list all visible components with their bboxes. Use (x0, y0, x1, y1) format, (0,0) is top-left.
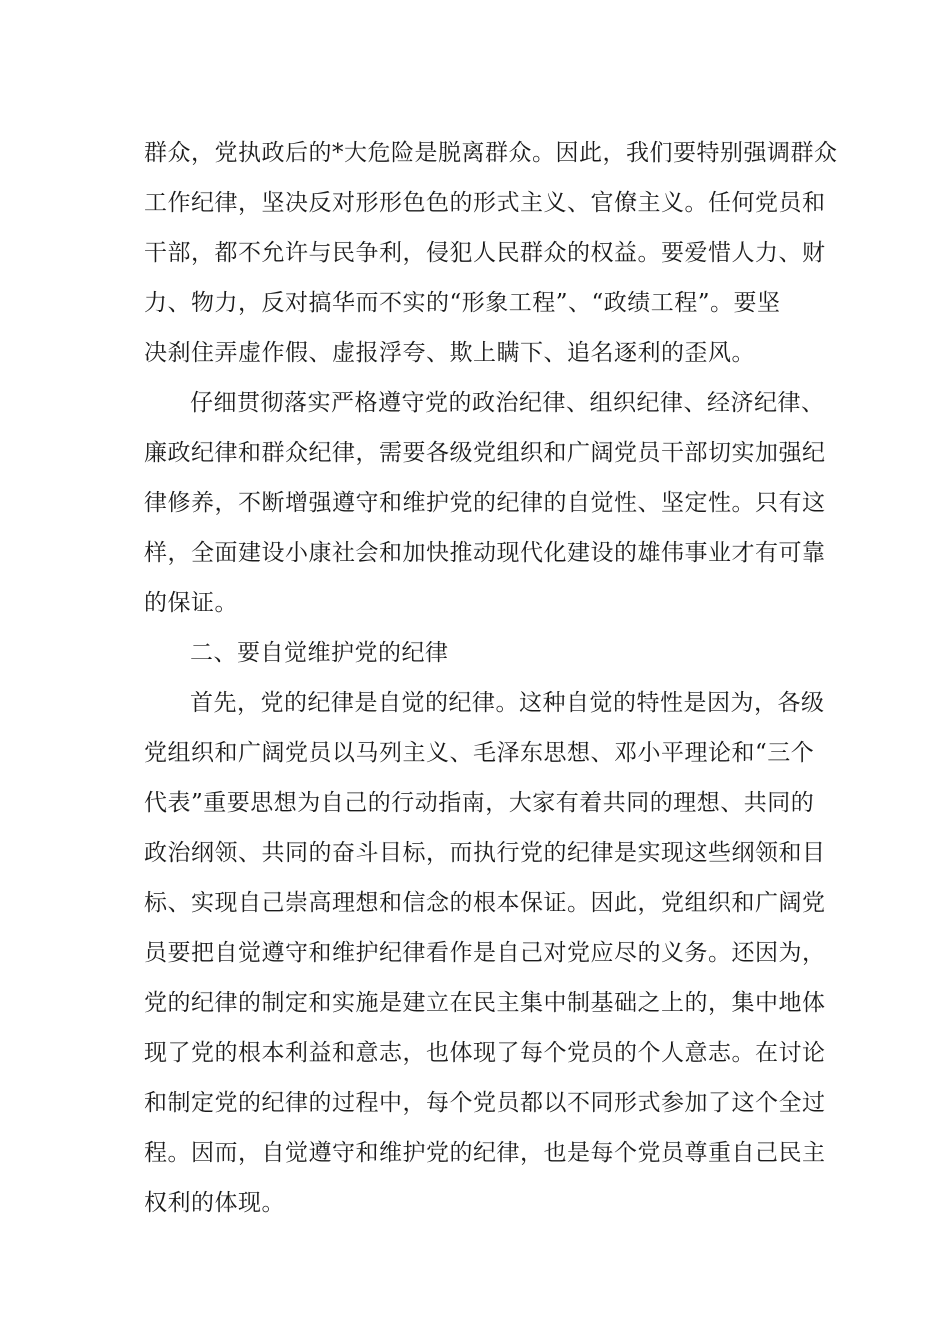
text-line: 程。因而，自觉遵守和维护党的纪律，也是每个党员尊重自己民主 (144, 1140, 826, 1166)
document-body (144, 128, 838, 1228)
text-line: 现了党的根本利益和意志，也体现了每个党员的个人意志。在讨论 (144, 1040, 826, 1066)
text-line: 廉政纪律和群众纪律，需要各级党组织和广阔党员干部切实加强纪 (144, 440, 826, 466)
text-line: 的保证。 (144, 590, 238, 616)
text-line: 代表”重要思想为自己的行动指南，大家有着共同的理想、共同的 (144, 790, 815, 816)
text-line: 工作纪律，坚决反对形形色色的形式主义、官僚主义。任何党员和 (144, 190, 826, 216)
text-line: 员要把自觉遵守和维护纪律看作是自己对党应尽的义务。还因为， (144, 940, 826, 966)
text-line: 政治纲领、共同的奋斗目标，而执行党的纪律是实现这些纲领和目 (144, 840, 826, 866)
section-heading: 二、要自觉维护党的纪律 (190, 640, 449, 666)
text-line: 和制定党的纪律的过程中，每个党员都以不同形式参加了这个全过 (144, 1090, 826, 1116)
text-line: 样，全面建设小康社会和加快推动现代化建设的雄伟事业才有可靠 (144, 540, 826, 566)
paragraph-first-line: 仔细贯彻落实严格遵守党的政治纪律、组织纪律、经济纪律、 (190, 390, 825, 416)
paragraph-first-line: 首先，党的纪律是自觉的纪律。这种自觉的特性是因为，各级 (190, 690, 825, 716)
text-line: 干部，都不允许与民争利，侵犯人民群众的权益。要爱惜人力、财 (144, 240, 826, 266)
text-line: 党的纪律的制定和实施是建立在民主集中制基础之上的，集中地体 (144, 990, 826, 1016)
text-line: 标、实现自己崇高理想和信念的根本保证。因此，党组织和广阔党 (144, 890, 826, 916)
text-line: 党组织和广阔党员以马列主义、毛泽东思想、邓小平理论和“三个 (144, 740, 815, 766)
text-line: 权利的体现。 (144, 1190, 285, 1216)
text-line: 决刹住弄虚作假、虚报浮夸、欺上瞒下、追名逐利的歪风。 (144, 340, 755, 366)
text-line: 群众，党执政后的*大危险是脱离群众。因此，我们要特别强调群众 (144, 140, 838, 166)
text-line: 律修养，不断增强遵守和维护党的纪律的自觉性、坚定性。只有这 (144, 490, 826, 516)
text-line: 力、物力，反对搞华而不实的“形象工程”、“政绩工程”。要坚 (144, 290, 781, 316)
